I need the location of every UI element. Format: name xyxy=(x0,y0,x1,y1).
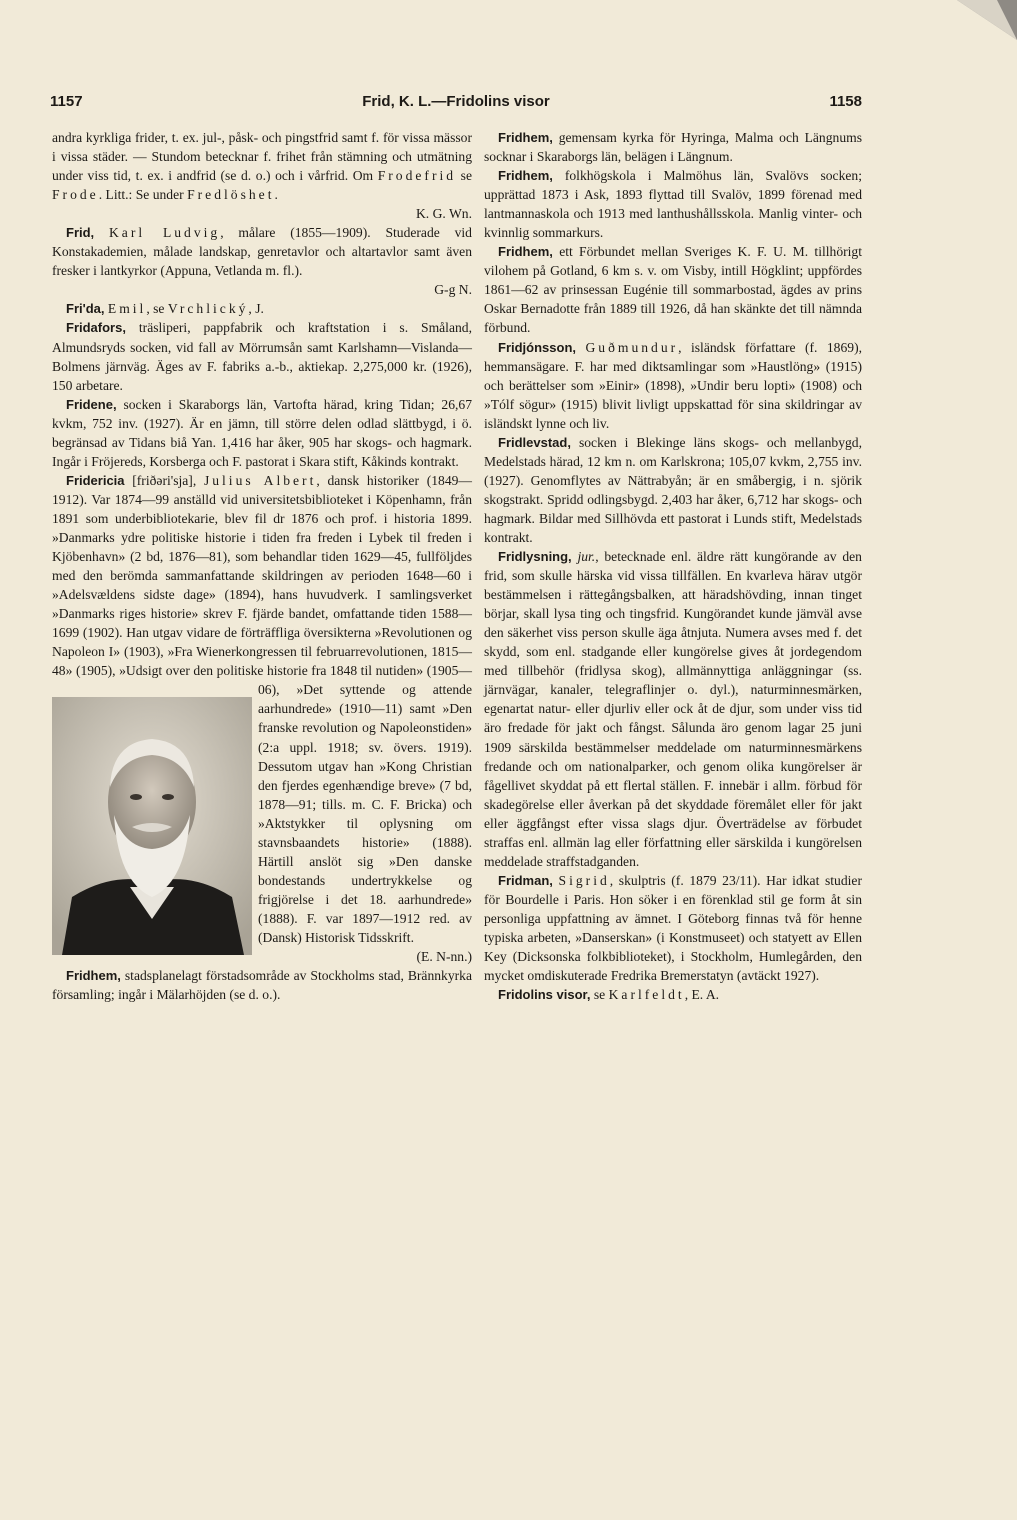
headword: Fridhem, xyxy=(498,168,553,184)
headword: Fridhem, xyxy=(498,244,553,260)
entry-fridhem-folkhogskola: Fridhem, folkhögskola i Malmöhus län, Svalövs socken; upprättad 1873 i Ask, 1893 flyttad till Svalöv, 1899 förenad med lantmannaskola och 1913 med lanthushållsskola. Manlig vinter- och kvinnlig sommarkurs. xyxy=(484,168,862,241)
headword: Fridjónsson, xyxy=(498,339,576,355)
author-signature: G-g N. xyxy=(434,282,472,298)
page-corner-fold xyxy=(957,0,1017,40)
entry-fridene: Fridene, socken i Skaraborgs län, Vartofta härad, kring Tidan; 26,67 kvkm, 752 inv. (1927). Är en jämn, till större delen odlad slättbygd, i ö. begränsad av Tidans biå Yan. 1,416 har åker, 905 har skogs- och hagmark. Ingår i Fröjereds, Korsberga och F. pastorat i Skara stift, Kåkinds kontrakt. xyxy=(52,396,472,469)
headword: Fridene, xyxy=(66,396,117,412)
portrait-photo xyxy=(52,697,252,955)
headword: Fridlysning, xyxy=(498,549,572,565)
entry-frida-emil: Fri'da, Emil, se Vrchlický, J. xyxy=(66,301,264,317)
entry-fridhem-kyrka: Fridhem, gemensam kyrka för Hyringa, Malma och Längnums socknar i Skaraborgs län, belägen i Längnum. xyxy=(484,130,862,165)
headword: Fridafors, xyxy=(66,320,126,336)
right-column xyxy=(484,128,862,1004)
entry-frid-karl-ludvig: Frid, Karl Ludvig, målare (1855—1909). Studerade vid Konstakademien, målade landskap, genretavlor och altartavlor samt även fresker i lantkyrkor (Appuna, Vetlanda m. fl.). G-g N. xyxy=(52,223,472,299)
entry-fridlysning: Fridlysning, jur., betecknade enl. äldre rätt kungörande av den frid, som skulle härska vid vissa tillfällen. En kvarleva härav utgör bestämmelsen i rättegångsbalken, att häradshövding, innan tinget börjar, skall lysa ting och tingsfrid. Kungörandet kunde jämväl avse den säkerhet viss person skulle äga åtnjuta. Numera avses med f. det skydd, som enl. stadgande eller kungörelse gives åt jordegendom med tillbehör (fridlysa skog), allmännyttiga anläggningar (ss. järnvägar, kanaler, telegraflinjer o. dyl.), naturminnesmärken, egenartat natur- eller djurliv eller ock åt de djur, som under viss tid äro fredade för jakt och fångst. Sålunda äro genom lagar 25 juni 1909 särskilda bestämmelser meddelade om naturminnesmärkens fredande och om nationalparker, och genom olika kungörelser är fågellivet skyddat på ett flertal ställen. F. innebär i allm. förbud för skadegörelse eller åverkan på det skyddade föremålet eller för jakt eller äggfångst efter vissa slags djur. Överträdelse av förbudet straffas enl. allmän lag eller författning eller särskilda i kungörelsen meddelade straffstadganden. xyxy=(484,549,862,869)
entry-fridafors: Fridafors, träsliperi, pappfabrik och kraftstation i s. Småland, Almundsryds socken, vid fall av Mörrumsån samt Karlshamn—Vislanda—Bolmens järnväg. Äges av F. fabriks a.-b., aktiekap. 2,275,000 kr. (1926), 150 arbetare. xyxy=(52,320,472,393)
entry-fridman: Fridman, Sigrid, skulptris (f. 1879 23/11). Har idkat studier för Bourdelle i Paris. Hon söker i en förenklad stil ge form åt sin personliga uppfattning av ämnet. I Göteborg finnas två för henne typiska arbeten, »Danserskan» (i Konstmuseet) och statyett av Ellen Key (Dicksonska folkbiblioteket), i Stockholm, Humlegården, den mycket omdiskuterade Fredrika Bremerstatyn (avtäckt 1927). xyxy=(484,872,862,984)
entry-fridjonsson: Fridjónsson, Guðmundur, isländsk författare (f. 1869), hemmansägare. F. har med diktsamlingar som »Haustlöng» (1915) och berättelser som »Einir» (1898), »Undir beru lopti» (1908) och »Tólf sögur» (1915) blivit livligt uppskattad för sina skildringar av isländskt lynne och liv. xyxy=(484,339,862,431)
entry-frid-continued: andra kyrkliga frider, t. ex. jul-, påsk- och pingstfrid samt f. för vissa mässor i vissa städer. — Stundom betecknar f. frihet från stämning och utmätning under viss tid, t. ex. i andfrid (se d. o.) och i vårfrid. Om Frodefrid se Frode. Litt.: Se under Fredlöshet. K. G. Wn. xyxy=(52,128,472,223)
headword: Fri'da, xyxy=(66,301,105,317)
author-signature: (E. N-nn.) xyxy=(416,949,472,965)
entry-fridlevstad: Fridlevstad, socken i Blekinge läns skogs- och mellanbygd, Medelstads härad, 12 km n. om Karlskrona; 105,07 kvkm, 2,755 inv. (1927). Genomflytes av Nättrabyån; är en småbergig, i n. sjörik skogstrakt. Spridd odlingsbygd. 2,403 har åker, 6,712 har skogs- och hagmark. Bildar med Sillhövda ett pastorat i Lunds stift, Medelstads kontrakt. xyxy=(484,434,863,545)
headword: Fridhem, xyxy=(66,968,121,984)
entry-fridhem-vilohem: Fridhem, ett Förbundet mellan Sveriges K. F. U. M. tillhörigt vilohem på Gotland, 6 km s. v. om Visby, intill Högklint; uppfördes 1861—62 av prinsessan Eugénie till sommarbostad, ägdes av prins Oskar Bernadotte från 1889 till 1926, då han skänkte det till nämnda förbund. xyxy=(484,244,862,336)
page-number-left: 1157 xyxy=(50,93,83,110)
entry-fridhem-stockholm: Fridhem, stadsplanelagt förstadsområde av Stockholms stad, Brännkyrka församling; ingår i Mälarhöjden (se d. o.). xyxy=(52,968,472,1003)
page-number-right: 1158 xyxy=(829,93,862,110)
headword: Fridhem, xyxy=(498,130,553,145)
portrait-photo-figure xyxy=(52,697,252,955)
entry-fridolins-visor: Fridolins visor, se Karlfeldt, E. A. xyxy=(498,987,720,1003)
headword: Fridericia xyxy=(66,472,125,488)
running-title: Frid, K. L.—Fridolins visor xyxy=(362,93,550,110)
headword: Fridman, xyxy=(498,872,553,888)
author-signature: K. G. Wn. xyxy=(415,206,472,222)
entry-fridericia: Fridericia [friðəri'sja], Julius Albert, dansk historiker (1849—1912). Var 1874—99 anställd vid universitetsbiblioteket i Köpenhamn, från 1891 som underbibliotekarie, blev fil dr 1876 och prof. i historia 1899. »Danmarks ydre politiske historie i tiden fra freden i Lybek til freden i Kjöbenhavn» (2 bd, 1876—81), som behandlar tiden 1629—45, fullföljdes med den berömda sammanfattande skildringen av perioden 1648—60 i »Adelsvældens sidste dage» (1894), hans huvudverk. I samlingsverket »Danmarks riges historie» skrev F. fjärde bandet, omfattande tiden 1588—1699 (1902). Han utgav vidare de förträffliga översikterna »Revolutionen og Napoleon I» (1903), »Fra Wienerkongressen til februarrevolutionen, 1815—48» (1905), »Udsigt over den politiske historie fra 1848 til nutiden» (1905—06), »Det syttende og attende aarhundrede» (1910—11) samt »Den franske revolution og Napoleonstiden» (2:a uppl. 1918; sv. övers. 1919). Dessutom utgav han »Kong Christian den fjerdes egenhændige breve» (7 bd, 1878—91; tills. m. C. F. Bricka) och »Aktstykker til oplysning om stavnsbaandets historie» (1888). Härtill anslöt sig »Den danske bondestands undertrykkelse og frigjörelse i det 18. aarhundrede» (1888). F. var 1897—1912 red. av (Dansk) Historisk Tidsskrift. (E. N-nn.) xyxy=(52,471,472,966)
running-head xyxy=(50,93,862,115)
headword: Fridolins visor, xyxy=(498,987,591,1003)
headword: Frid, xyxy=(66,225,95,241)
headword: Fridlevstad, xyxy=(498,434,571,450)
